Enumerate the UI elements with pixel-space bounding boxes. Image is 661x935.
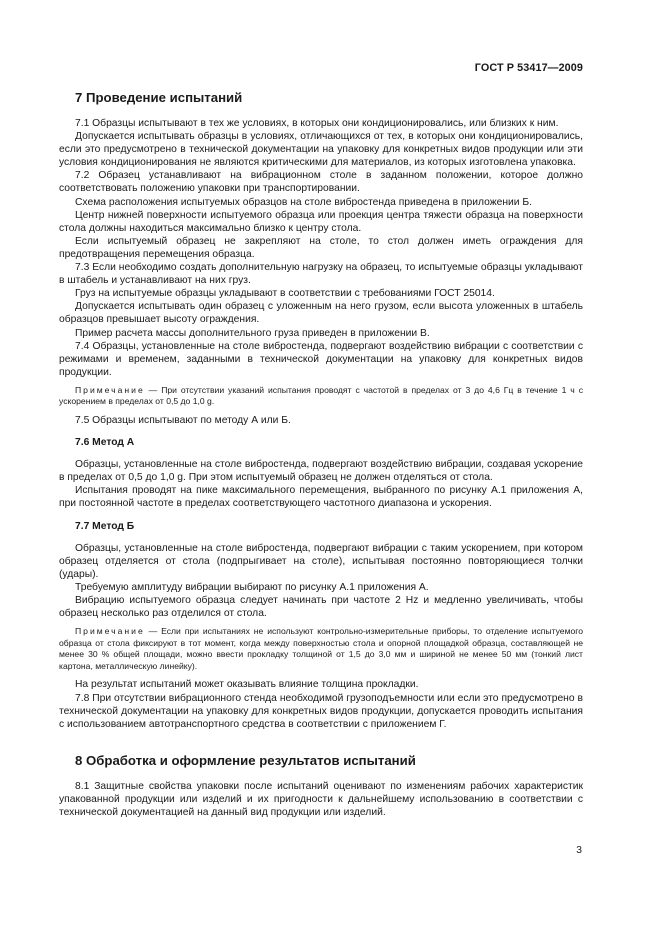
page-number: 3 bbox=[576, 845, 582, 856]
note-label: Примечание bbox=[75, 626, 145, 637]
method-b-heading: 7.7 Метод Б bbox=[75, 520, 135, 532]
paragraph-7-1-allowance: Допускается испытывать образцы в условиях, отличающихся от тех, в которых они кондиционировались, если это предусмотрено в технической документации на упаковку для конкретных видов продукции или эти условия кондиционирования не являются критическими для материалов, из которых изготовлена упаковка. bbox=[59, 131, 583, 169]
paragraph-8-1: 8.1 Защитные свойства упаковки после испытаний оценивают по изменениям рабочих характеристик упакованной продукции или изделий и их пригодности к дальнейшему использованию в соответствии с технической документацией на данный вид продукции или изделий. bbox=[59, 780, 583, 819]
method-b-paragraph-4: На результат испытаний может оказывать влияние толщина прокладки. bbox=[75, 679, 419, 691]
paragraph-7-5: 7.5 Образцы испытывают по методу А или Б. bbox=[75, 415, 291, 427]
paragraph-7-3: 7.3 Если необходимо создать дополнительную нагрузку на образец, то испытуемые образцы укладывают в штабель и устанавливают на них груз. bbox=[59, 262, 583, 287]
paragraph-7-4: 7.4 Образцы, установленные на столе вибростенда, подвергают воздействию вибрации с соответствии с режимами и временем, заданными в технической документации на упаковку для конкретных видов продукции. bbox=[59, 340, 583, 378]
method-b-paragraph-1: Образцы, установленные на столе вибростенда, подвергают вибрации с таким ускорением, при котором образец отделяется от стола (подпрыгивает на столе), испытывая постоянно повторяющиеся толчки (удары). bbox=[59, 542, 583, 580]
note-text: — Если при испытаниях не используют контрольно-измерительные приборы, то отделение испытуемого образца от стола фиксируют в тот момент, когда между поверхностью стола и опорной площадкой образца, составляющей не менее 30 % общей площади, можно ввести прокладку толщиной от 1,5 до 3,0 мм и шириной не менее 50 мм (тонкий лист картона, металлическую линейку). bbox=[59, 626, 583, 671]
paragraph-7-8: 7.8 При отсутствии вибрационного стенда необходимой грузоподъемности или если это предусмотрено в технической документации на упаковку для конкретных видов продукции, допускается проводить испытания с использованием автотранспортного средства в соответствии с приложением Г. bbox=[59, 692, 583, 730]
page-content bbox=[59, 90, 583, 819]
method-a-paragraph-1: Образцы, установленные на столе вибростенда, подвергают воздействию вибрации, создавая ускорение в пределах от 0,5 до 1,0 g. При этом испытуемый образец не должен отделяться от стола. bbox=[59, 459, 583, 484]
method-a-heading: 7.6 Метод А bbox=[75, 437, 135, 449]
paragraph-7-2-scheme: Схема расположения испытуемых образцов на столе вибростенда приведена в приложении Б. bbox=[75, 196, 533, 208]
paragraph-7-3-single: Допускается испытывать один образец с уложенным на него грузом, если высота уложенных в штабель образцов превышает высоту ограждения. bbox=[59, 301, 583, 326]
paragraph-7-3-example: Пример расчета массы дополнительного груза приведен в приложении В. bbox=[75, 327, 430, 339]
note-text: — При отсутствии указаний испытания проводят с частотой в пределах от 3 до 4,6 Гц в течение 1 ч с ускорением в пределах от 0,5 до 1,0 g. bbox=[59, 384, 583, 407]
note-method-b bbox=[59, 626, 583, 672]
section-7-heading: 7 Проведение испытаний bbox=[75, 90, 243, 105]
document-id-header: ГОСТ Р 53417—2009 bbox=[474, 62, 583, 74]
paragraph-7-2-fence: Если испытуемый образец не закрепляют на столе, то стол должен иметь ограждения для предотвращения перемещения образца. bbox=[59, 235, 583, 260]
paragraph-7-3-load: Груз на испытуемые образцы укладывают в соответствии с требованиями ГОСТ 25014. bbox=[75, 288, 495, 300]
paragraph-7-2: 7.2 Образец устанавливают на вибрационном столе в заданном положении, которое должно соответствовать положению упаковки при транспортировании. bbox=[59, 170, 583, 195]
method-b-paragraph-2: Требуемую амплитуду вибрации выбирают по рисунку А.1 приложения А. bbox=[75, 581, 429, 593]
paragraph-7-1: 7.1 Образцы испытывают в тех же условиях, в которых они кондиционировались, или близких к ним. bbox=[75, 118, 559, 129]
method-a-paragraph-2: Испытания проводят на пике максимального перемещения, выбранного по рисунку А.1 приложения А, при постоянной частоте в пределах соответствующего частотного диапазона и ускорения. bbox=[59, 485, 583, 510]
paragraph-7-2-center: Центр нижней поверхности испытуемого образца или проекция центра тяжести образца на поверхности стола должны находиться максимально близко к центру стола. bbox=[59, 209, 583, 234]
method-b-paragraph-3: Вибрацию испытуемого образца следует начинать при частоте 2 Hz и медленно увеличивать, чтобы образец несколько раз отделился от стола. bbox=[59, 594, 583, 619]
note-label: Примечание bbox=[75, 384, 145, 395]
section-8-heading: 8 Обработка и оформление результатов испытаний bbox=[75, 752, 416, 768]
note-7-4 bbox=[59, 385, 583, 408]
